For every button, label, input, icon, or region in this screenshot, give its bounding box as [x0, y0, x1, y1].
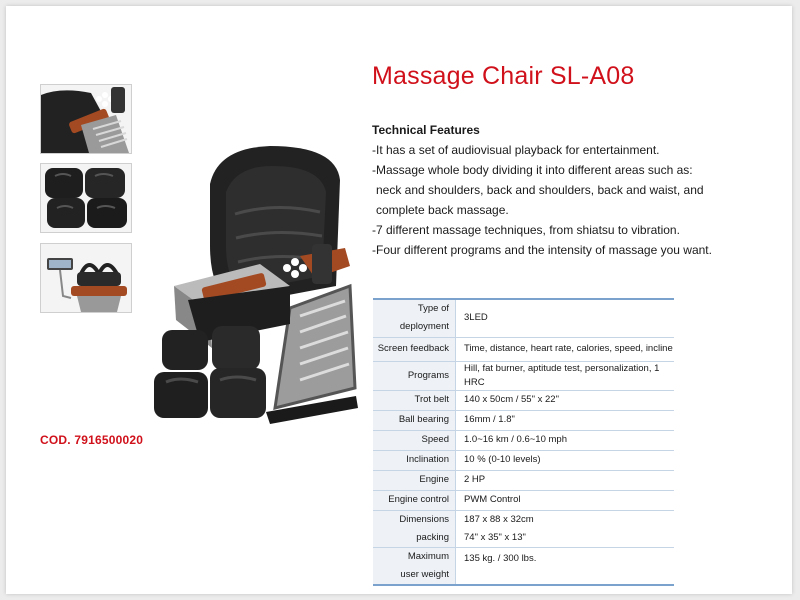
- spec-row: [373, 470, 674, 490]
- leg-rest-image: [41, 164, 131, 232]
- spec-row: [373, 510, 674, 547]
- spec-row: [373, 490, 674, 510]
- spec-value: Time, distance, heart rate, calories, speed, incline: [456, 337, 675, 361]
- spec-value: 135 kg. / 300 lbs.: [456, 547, 675, 585]
- spec-label: Engine: [373, 470, 456, 490]
- chair-armrest-image: [41, 85, 131, 153]
- spec-label: Ball bearing: [373, 410, 456, 430]
- feature-line: -Massage whole body dividing it into different areas such as:: [372, 163, 693, 177]
- thumbnail-control-panel[interactable]: [40, 84, 132, 154]
- spec-label: Programs: [373, 361, 456, 390]
- spec-row: [373, 450, 674, 470]
- spec-label: Trot belt: [373, 390, 456, 410]
- spec-value: 3LED: [464, 312, 488, 324]
- feature-line: -It has a set of audiovisual playback for entertainment.: [372, 143, 660, 157]
- product-sheet: [6, 6, 792, 594]
- spec-label: Engine control: [373, 490, 456, 510]
- massage-chair-image: [140, 136, 360, 426]
- spec-label: Maximum user weight: [373, 547, 456, 585]
- spec-row: [373, 361, 674, 390]
- spec-label: Dimensions packing: [373, 510, 456, 547]
- thumbnail-leg-rest[interactable]: [40, 163, 132, 233]
- spec-value: 2 HP: [456, 470, 675, 490]
- spec-label: Inclination: [373, 450, 456, 470]
- technical-features: [372, 120, 792, 260]
- spec-label: Speed: [373, 430, 456, 450]
- spec-value: 1.0~16 km / 0.6~10 mph: [456, 430, 675, 450]
- spec-value: Hill, fat burner, aptitude test, personalization, 1 HRC: [456, 361, 675, 390]
- spec-label: Screen feedback: [373, 337, 456, 361]
- spec-value: PWM Control: [456, 490, 675, 510]
- specifications-table: [373, 298, 674, 586]
- spec-value: 187 x 88 x 32cm 74" x 35" x 13": [456, 510, 675, 547]
- spec-value: 140 x 50cm / 55" x 22": [456, 390, 675, 410]
- spec-row: [373, 430, 674, 450]
- spec-row: [373, 299, 674, 337]
- feature-line: neck and shoulders, back and shoulders, back and waist, and: [376, 183, 704, 197]
- product-code: COD. 7916500020: [40, 433, 144, 447]
- spec-value: 10 % (0-10 levels): [456, 450, 675, 470]
- thumbnail-audio-headphones[interactable]: [40, 243, 132, 313]
- spec-row: [373, 390, 674, 410]
- spec-row: [373, 547, 674, 585]
- spec-value: 16mm / 1.8": [456, 410, 675, 430]
- feature-line: complete back massage.: [376, 203, 509, 217]
- feature-line: -Four different programs and the intensity of massage you want.: [372, 243, 712, 257]
- audio-set-image: [41, 244, 131, 312]
- spec-label: Type of deployment: [373, 299, 456, 337]
- feature-line: -7 different massage techniques, from shiatsu to vibration.: [372, 223, 680, 237]
- features-heading: Technical Features: [372, 123, 480, 137]
- product-title: Massage Chair SL-A08: [372, 62, 635, 90]
- spec-row: [373, 337, 674, 361]
- spec-row: [373, 410, 674, 430]
